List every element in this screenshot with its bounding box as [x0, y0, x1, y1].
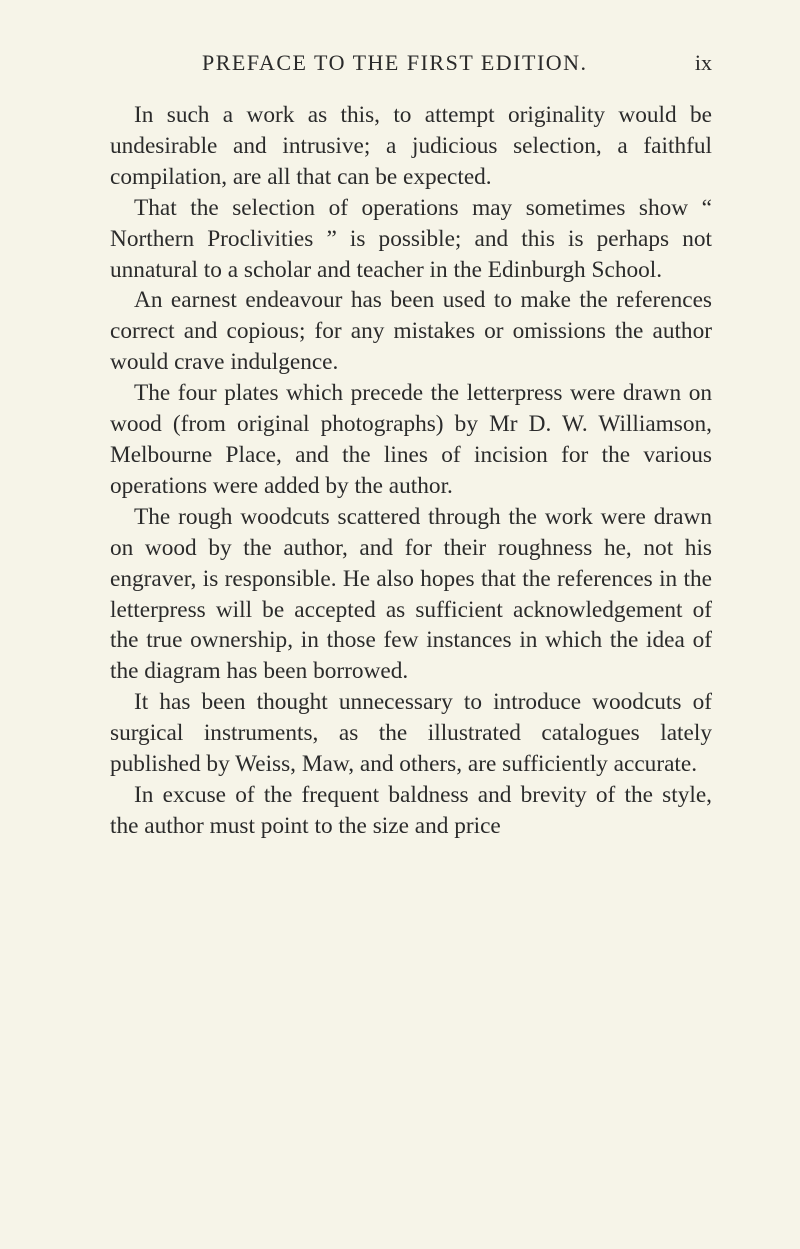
- header-title: PREFACE TO THE FIRST EDITION.: [202, 50, 588, 75]
- running-header: [112, 50, 712, 80]
- paragraph: In such a work as this, to attempt originality would be undesirable and intrusive; a judicious selection, a faithful compilation, are all that can be expected.: [110, 102, 712, 190]
- paragraph: An earnest endeavour has been used to make the references correct and copious; for any mistakes or omissions the author would crave indulgence.: [110, 287, 712, 376]
- paragraph: In excuse of the frequent baldness and brevity of the style, the author must point to the size and price: [110, 781, 712, 839]
- paragraph: The rough woodcuts scattered through the work were drawn on wood by the author, and for their roughness he, not his engraver, is responsible. He also hopes that the references in the letterpress will be accepted as sufficient acknowledgement of the true ownership, in those few instances in which the idea of the diagram has been borrowed.: [110, 503, 712, 685]
- page-number: ix: [694, 50, 712, 75]
- paragraph: The four plates which precede the letterpress were drawn on wood (from original photographs) by Mr D. W. Williamson, Melbourne Place, and the lines of incision for the various operations were added by the author.: [110, 380, 712, 499]
- paragraph: That the selection of operations may sometimes show “ Northern Proclivities ” is possible; and this is perhaps not unnatural to a scholar and teacher in the Edinburgh School.: [110, 194, 712, 283]
- paragraph: It has been thought unnecessary to introduce woodcuts of surgical instruments, as the illustrated catalogues lately published by Weiss, Maw, and others, are sufficiently accurate.: [110, 689, 712, 778]
- body-text: [110, 100, 712, 842]
